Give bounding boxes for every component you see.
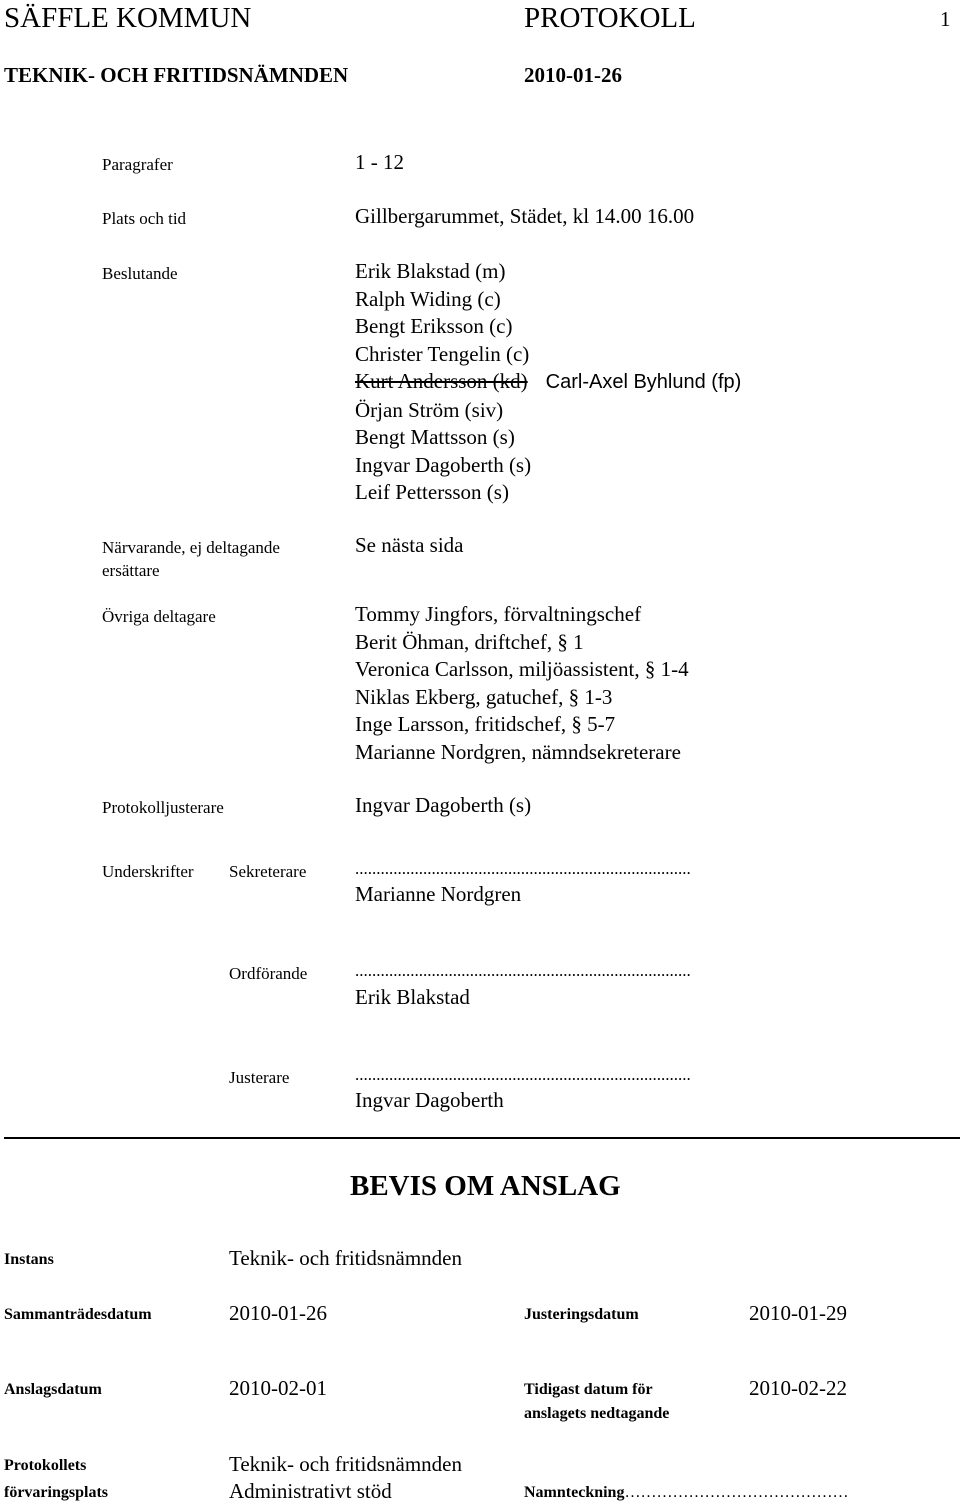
anslagsdatum-label: Anslagsdatum	[4, 1381, 102, 1398]
justerare-signature-line: ...............................................................................	[355, 1065, 691, 1084]
forvaringsplats-value-line2: Administrativt stöd	[229, 1479, 392, 1503]
paragrafer-value: 1 - 12	[355, 150, 404, 174]
organization-name: SÄFFLE KOMMUN	[4, 2, 252, 34]
member-substitution-row	[355, 368, 741, 397]
member: Bengt Eriksson (c)	[355, 314, 513, 338]
member: Christer Tengelin (c)	[355, 341, 530, 366]
plats-value: Gillbergarummet, Städet, kl 14.00 16.00	[355, 204, 695, 228]
participant: Berit Öhman, driftchef, § 1	[355, 629, 584, 654]
section-divider	[4, 1137, 960, 1139]
ordforande-role: Ordförande	[229, 964, 308, 983]
narvarande-label-line2: ersättare	[102, 561, 160, 580]
forvaringsplats-label-line1: Protokollets	[4, 1457, 87, 1474]
ovriga-label: Övriga deltagare	[102, 607, 216, 626]
namnteckning-row	[524, 1481, 848, 1505]
tidigast-label-line2: anslagets nedtagande	[524, 1405, 670, 1422]
anslagsdatum-value: 2010-02-01	[229, 1376, 327, 1400]
ordforande-name: Erik Blakstad	[355, 985, 470, 1009]
member: Leif Pettersson (s)	[355, 480, 509, 504]
member: Erik Blakstad (m)	[355, 259, 506, 283]
participant: Marianne Nordgren, nämndsekreterare	[355, 739, 681, 764]
sammantradesdatum-label: Sammanträdesdatum	[4, 1306, 152, 1323]
protokolljusterare-label: Protokolljusterare	[102, 798, 224, 817]
justeringsdatum-value: 2010-01-29	[749, 1301, 847, 1325]
participant: Inge Larsson, fritidschef, § 5-7	[355, 712, 616, 736]
beslutande-label: Beslutande	[102, 264, 178, 283]
narvarande-label-line1: Närvarande, ej deltagande	[102, 538, 280, 557]
underskrifter-label: Underskrifter	[102, 862, 194, 881]
page-number: 1	[940, 7, 951, 31]
ordforande-signature-line: ...............................................................................	[355, 961, 691, 980]
ovriga-list	[355, 601, 689, 766]
participant: Niklas Ekberg, gatuchef, § 1-3	[355, 684, 613, 709]
instans-label: Instans	[4, 1251, 54, 1268]
sekreterare-role: Sekreterare	[229, 862, 307, 881]
participant: Tommy Jingfors, förvaltningschef	[355, 602, 642, 626]
plats-label: Plats och tid	[102, 209, 187, 228]
paragrafer-label: Paragrafer	[102, 155, 173, 174]
member: Örjan Ström (siv)	[355, 397, 504, 422]
substitute-member: Carl-Axel Byhlund (fp)	[545, 371, 742, 393]
forvaringsplats-value-line1: Teknik- och fritidsnämnden	[229, 1452, 462, 1476]
justerare-name: Ingvar Dagoberth	[355, 1088, 504, 1112]
justeringsdatum-label: Justeringsdatum	[524, 1306, 639, 1323]
justerare-role: Justerare	[229, 1068, 290, 1087]
sammantradesdatum-value: 2010-01-26	[229, 1301, 327, 1325]
sekreterare-signature-line: ...............................................................................	[355, 859, 691, 878]
sekreterare-name: Marianne Nordgren	[355, 882, 522, 906]
meeting-date: 2010-01-26	[524, 63, 622, 87]
participant: Veronica Carlsson, miljöassistent, § 1-4	[355, 657, 689, 681]
tidigast-label-line1: Tidigast datum för	[524, 1381, 653, 1398]
bevis-title: BEVIS OM ANSLAG	[350, 1170, 621, 1202]
narvarande-value: Se nästa sida	[355, 533, 464, 557]
member: Ingvar Dagoberth (s)	[355, 452, 532, 477]
member: Bengt Mattsson (s)	[355, 425, 515, 449]
committee-name: TEKNIK- OCH FRITIDSNÄMNDEN	[4, 63, 349, 87]
protokolljusterare-value: Ingvar Dagoberth (s)	[355, 793, 532, 817]
namnteckning-label: Namnteckning	[524, 1484, 625, 1501]
beslutande-list	[355, 258, 741, 507]
document-type: PROTOKOLL	[524, 2, 696, 34]
forvaringsplats-label-line2: förvaringsplats	[4, 1484, 108, 1501]
struck-member: Kurt Andersson (kd)	[355, 369, 528, 393]
instans-value: Teknik- och fritidsnämnden	[229, 1246, 462, 1270]
namnteckning-signature-line: ……………………………………	[624, 1484, 849, 1501]
member: Ralph Widing (c)	[355, 286, 501, 311]
tidigast-value: 2010-02-22	[749, 1376, 847, 1400]
